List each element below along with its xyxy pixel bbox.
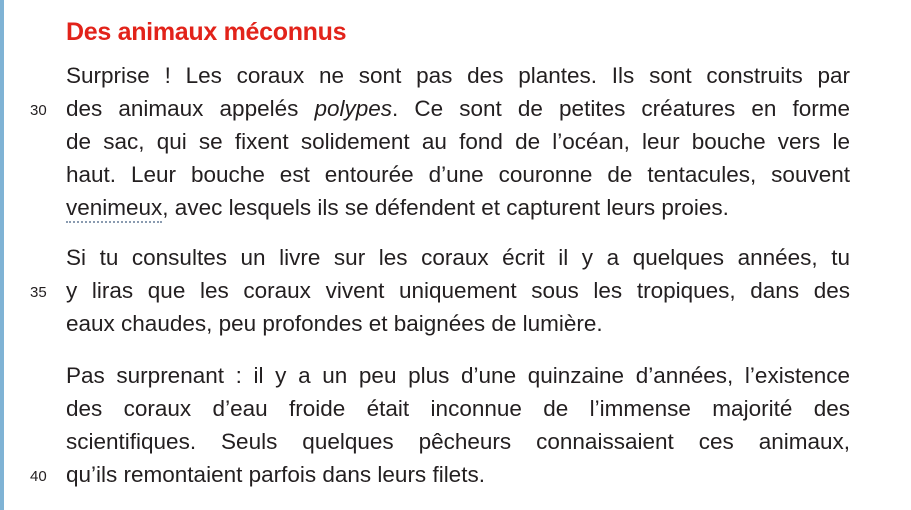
line-number: 35 [30, 284, 47, 301]
text-line [66, 392, 850, 425]
text-line-content: des coraux d’eau froide était inconnue de l’immense majorité des [66, 396, 850, 421]
text-line-content: eaux chaudes, peu profondes et baignées de lumière. [66, 311, 603, 336]
paragraph-1 [30, 59, 850, 224]
text-line-content: haut. Leur bouche est entourée d’une couronne de tentacules, souvent [66, 162, 850, 187]
text-line [66, 59, 850, 92]
text-line [30, 274, 850, 307]
text-line [66, 241, 850, 274]
text-fragment: . Ce sont de petites créatures en forme [392, 96, 850, 121]
text-line-content: Pas surprenant : il y a un peu plus d’une quinzaine d’années, l’existence [66, 363, 850, 388]
text-fragment: , avec lesquels ils se défendent et capturent leurs proies. [162, 195, 729, 220]
text-line [30, 92, 850, 125]
text-line [66, 125, 850, 158]
italic-term: polypes [314, 96, 393, 121]
text-line-content: qu’ils remontaient parfois dans leurs filets. [66, 462, 485, 487]
line-number: 40 [30, 468, 47, 485]
text-line-content: de sac, qui se fixent solidement au fond de l’océan, leur bouche vers le [66, 129, 850, 154]
paragraph-2 [30, 241, 850, 340]
paragraph-3 [30, 359, 850, 491]
text-line-content: y liras que les coraux vivent uniquement sous les tropiques, dans des [66, 278, 850, 303]
text-line [30, 458, 850, 491]
left-margin-rule [0, 0, 4, 510]
text-line [66, 307, 850, 340]
text-line-content: Surprise ! Les coraux ne sont pas des plantes. Ils sont construits par [66, 63, 850, 88]
text-line [66, 191, 850, 224]
text-line-content: scientifiques. Seuls quelques pêcheurs connaissaient ces animaux, [66, 429, 850, 454]
text-line [66, 425, 850, 458]
text-line [66, 158, 850, 191]
glossary-word[interactable]: venimeux [66, 195, 162, 223]
line-number: 30 [30, 102, 47, 119]
text-fragment: des animaux appelés [66, 96, 315, 121]
section-title: Des animaux méconnus [66, 18, 347, 46]
text-line-content: Si tu consultes un livre sur les coraux écrit il y a quelques années, tu [66, 245, 850, 270]
text-line [66, 359, 850, 392]
